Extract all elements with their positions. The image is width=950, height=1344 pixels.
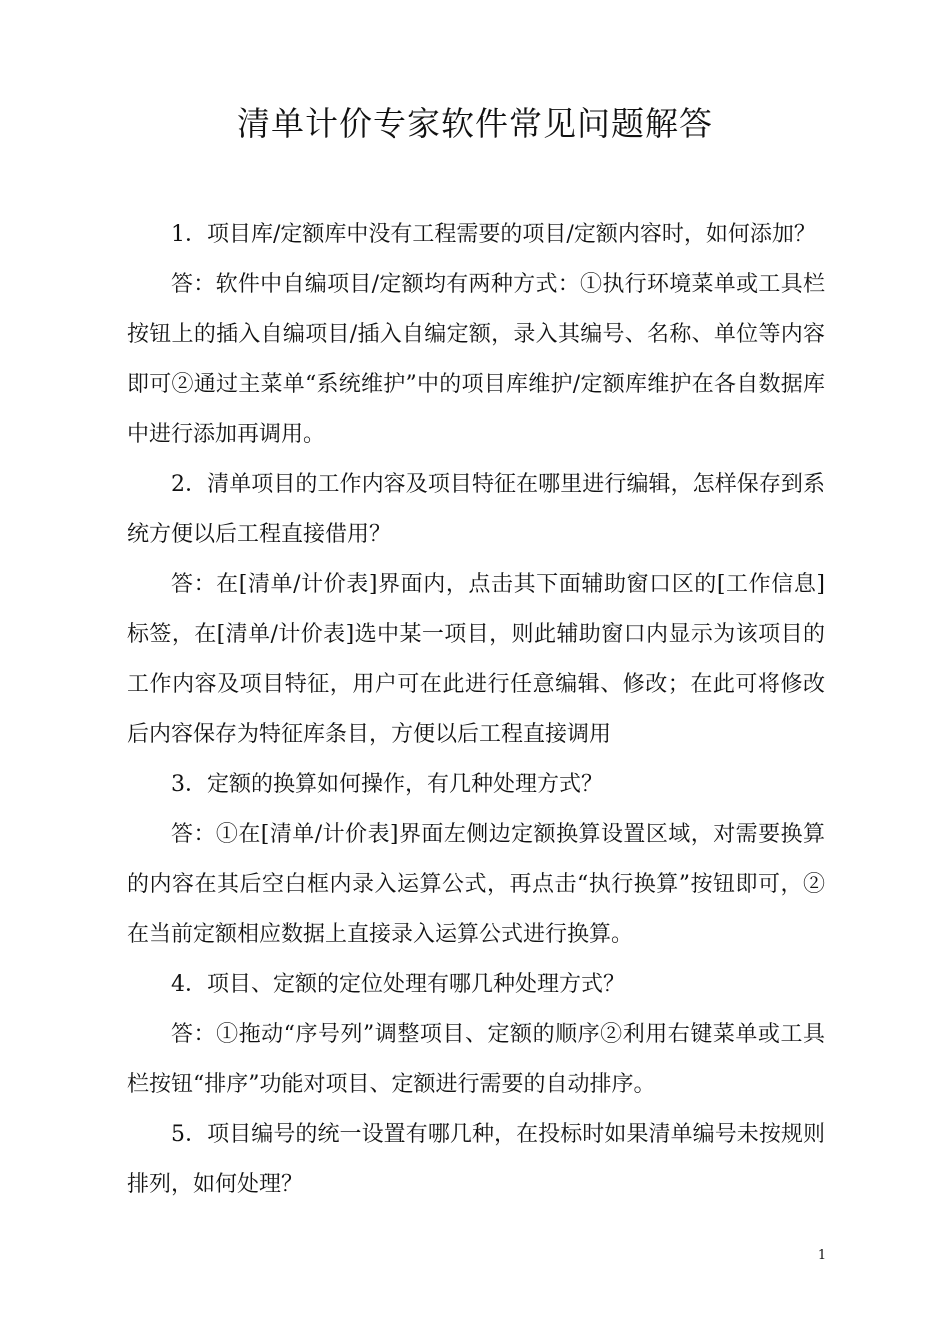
- question-1: 1．项目库/定额库中没有工程需要的项目/定额内容时，如何添加？: [171, 222, 816, 247]
- answer-2: 答：在[清单/计价表]界面内，点击其下面辅助窗口区的[工作信息]标签，在[清单/计价表]选中某一项目，则此辅助窗口内显示为该项目的工作内容及项目特征，用户可在此进行任意编辑、修改；在此可将修改后内容保存为特征库条目，方便以后工程直接调用: [127, 572, 825, 747]
- page-number: 1: [817, 1248, 827, 1263]
- answer-3: 答：①在[清单/计价表]界面左侧边定额换算设置区域，对需要换算的内容在其后空白框内录入运算公式，再点击“执行换算”按钮即可，②在当前定额相应数据上直接录入运算公式进行换算。: [127, 822, 825, 947]
- document-title: 清单计价专家软件常见问题解答: [237, 104, 713, 143]
- answer-1: 答：软件中自编项目/定额均有两种方式：①执行环境菜单或工具栏按钮上的插入自编项目/插入自编定额，录入其编号、名称、单位等内容即可②通过主菜单“系统维护”中的项目库维护/定额库维护在各自数据库中进行添加再调用。: [127, 272, 825, 447]
- question-5: 5．项目编号的统一设置有哪几种，在投标时如果清单编号未按规则排列，如何处理？: [127, 1122, 825, 1197]
- answer-4: 答：①拖动“序号列”调整项目、定额的顺序②利用右键菜单或工具栏按钮“排序”功能对项目、定额进行需要的自动排序。: [127, 1022, 825, 1097]
- question-4: 4．项目、定额的定位处理有哪几种处理方式？: [171, 972, 625, 997]
- question-2: 2．清单项目的工作内容及项目特征在哪里进行编辑，怎样保存到系统方便以后工程直接借用？: [127, 472, 825, 547]
- document-body: [127, 210, 825, 1210]
- question-3: 3．定额的换算如何操作，有几种处理方式？: [171, 772, 603, 797]
